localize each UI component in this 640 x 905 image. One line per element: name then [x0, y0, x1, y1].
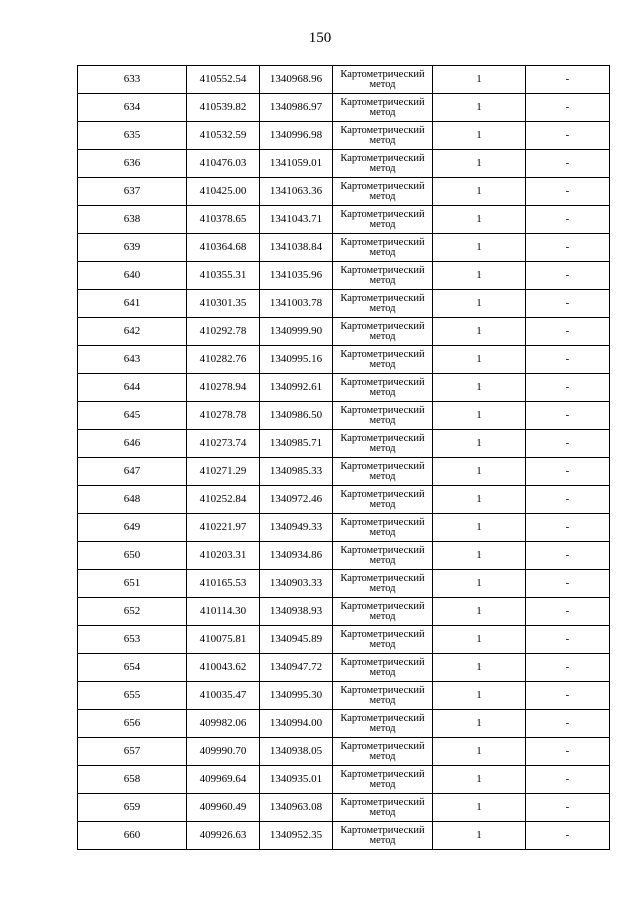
coordinates-table [77, 65, 610, 850]
note-cell: - [526, 794, 610, 822]
x-coordinate-cell: 410273.74 [187, 430, 260, 458]
table-row [78, 626, 610, 654]
y-coordinate-cell: 1340963.08 [260, 794, 333, 822]
x-coordinate-cell: 410221.97 [187, 514, 260, 542]
x-coordinate-cell: 410301.35 [187, 290, 260, 318]
x-coordinate-cell: 410278.94 [187, 374, 260, 402]
accuracy-cell: 1 [433, 766, 526, 794]
method-cell: Картометрический метод [333, 94, 433, 122]
table-row [78, 570, 610, 598]
accuracy-cell: 1 [433, 122, 526, 150]
table-row [78, 66, 610, 94]
point-number-cell: 643 [78, 346, 187, 374]
method-cell: Картометрический метод [333, 682, 433, 710]
method-cell: Картометрический метод [333, 122, 433, 150]
point-number-cell: 638 [78, 206, 187, 234]
x-coordinate-cell: 409969.64 [187, 766, 260, 794]
y-coordinate-cell: 1341035.96 [260, 262, 333, 290]
point-number-cell: 640 [78, 262, 187, 290]
method-cell: Картометрический метод [333, 430, 433, 458]
x-coordinate-cell: 410165.53 [187, 570, 260, 598]
y-coordinate-cell: 1340947.72 [260, 654, 333, 682]
point-number-cell: 649 [78, 514, 187, 542]
method-cell: Картометрический метод [333, 206, 433, 234]
accuracy-cell: 1 [433, 66, 526, 94]
table-row [78, 542, 610, 570]
point-number-cell: 637 [78, 178, 187, 206]
accuracy-cell: 1 [433, 822, 526, 850]
table-row [78, 262, 610, 290]
table-row [78, 178, 610, 206]
table-row [78, 654, 610, 682]
note-cell: - [526, 738, 610, 766]
x-coordinate-cell: 410075.81 [187, 626, 260, 654]
method-cell: Картометрический метод [333, 570, 433, 598]
note-cell: - [526, 766, 610, 794]
point-number-cell: 651 [78, 570, 187, 598]
point-number-cell: 653 [78, 626, 187, 654]
accuracy-cell: 1 [433, 710, 526, 738]
x-coordinate-cell: 410476.03 [187, 150, 260, 178]
table-row [78, 794, 610, 822]
table-row [78, 514, 610, 542]
y-coordinate-cell: 1340938.05 [260, 738, 333, 766]
note-cell: - [526, 234, 610, 262]
method-cell: Картометрический метод [333, 234, 433, 262]
accuracy-cell: 1 [433, 206, 526, 234]
method-cell: Картометрический метод [333, 542, 433, 570]
y-coordinate-cell: 1340903.33 [260, 570, 333, 598]
accuracy-cell: 1 [433, 318, 526, 346]
table-row [78, 486, 610, 514]
table-row [78, 346, 610, 374]
note-cell: - [526, 570, 610, 598]
x-coordinate-cell: 409990.70 [187, 738, 260, 766]
accuracy-cell: 1 [433, 738, 526, 766]
note-cell: - [526, 206, 610, 234]
note-cell: - [526, 486, 610, 514]
method-cell: Картометрический метод [333, 290, 433, 318]
note-cell: - [526, 122, 610, 150]
accuracy-cell: 1 [433, 514, 526, 542]
accuracy-cell: 1 [433, 94, 526, 122]
y-coordinate-cell: 1340996.98 [260, 122, 333, 150]
method-cell: Картометрический метод [333, 262, 433, 290]
x-coordinate-cell: 409982.06 [187, 710, 260, 738]
table-row [78, 822, 610, 850]
point-number-cell: 633 [78, 66, 187, 94]
table-row [78, 94, 610, 122]
table-row [78, 710, 610, 738]
y-coordinate-cell: 1340992.61 [260, 374, 333, 402]
method-cell: Картометрический метод [333, 486, 433, 514]
table-row [78, 206, 610, 234]
method-cell: Картометрический метод [333, 738, 433, 766]
method-cell: Картометрический метод [333, 150, 433, 178]
point-number-cell: 644 [78, 374, 187, 402]
point-number-cell: 639 [78, 234, 187, 262]
point-number-cell: 635 [78, 122, 187, 150]
x-coordinate-cell: 410114.30 [187, 598, 260, 626]
y-coordinate-cell: 1340934.86 [260, 542, 333, 570]
y-coordinate-cell: 1340935.01 [260, 766, 333, 794]
point-number-cell: 658 [78, 766, 187, 794]
x-coordinate-cell: 410043.62 [187, 654, 260, 682]
y-coordinate-cell: 1341059.01 [260, 150, 333, 178]
y-coordinate-cell: 1341043.71 [260, 206, 333, 234]
x-coordinate-cell: 409926.63 [187, 822, 260, 850]
note-cell: - [526, 514, 610, 542]
x-coordinate-cell: 410364.68 [187, 234, 260, 262]
method-cell: Картометрический метод [333, 318, 433, 346]
note-cell: - [526, 710, 610, 738]
note-cell: - [526, 430, 610, 458]
x-coordinate-cell: 410378.65 [187, 206, 260, 234]
note-cell: - [526, 262, 610, 290]
x-coordinate-cell: 410282.76 [187, 346, 260, 374]
accuracy-cell: 1 [433, 682, 526, 710]
method-cell: Картометрический метод [333, 178, 433, 206]
y-coordinate-cell: 1340985.71 [260, 430, 333, 458]
accuracy-cell: 1 [433, 542, 526, 570]
method-cell: Картометрический метод [333, 822, 433, 850]
table-row [78, 430, 610, 458]
note-cell: - [526, 346, 610, 374]
point-number-cell: 646 [78, 430, 187, 458]
method-cell: Картометрический метод [333, 598, 433, 626]
y-coordinate-cell: 1340949.33 [260, 514, 333, 542]
method-cell: Картометрический метод [333, 402, 433, 430]
y-coordinate-cell: 1340945.89 [260, 626, 333, 654]
x-coordinate-cell: 410035.47 [187, 682, 260, 710]
method-cell: Картометрический метод [333, 458, 433, 486]
point-number-cell: 634 [78, 94, 187, 122]
accuracy-cell: 1 [433, 598, 526, 626]
accuracy-cell: 1 [433, 430, 526, 458]
method-cell: Картометрический метод [333, 626, 433, 654]
accuracy-cell: 1 [433, 458, 526, 486]
note-cell: - [526, 458, 610, 486]
table-body [78, 66, 610, 850]
accuracy-cell: 1 [433, 402, 526, 430]
point-number-cell: 641 [78, 290, 187, 318]
y-coordinate-cell: 1340995.16 [260, 346, 333, 374]
note-cell: - [526, 374, 610, 402]
accuracy-cell: 1 [433, 794, 526, 822]
y-coordinate-cell: 1340986.97 [260, 94, 333, 122]
y-coordinate-cell: 1340995.30 [260, 682, 333, 710]
table-row [78, 458, 610, 486]
accuracy-cell: 1 [433, 570, 526, 598]
y-coordinate-cell: 1340968.96 [260, 66, 333, 94]
accuracy-cell: 1 [433, 290, 526, 318]
accuracy-cell: 1 [433, 374, 526, 402]
method-cell: Картометрический метод [333, 514, 433, 542]
table-row [78, 122, 610, 150]
y-coordinate-cell: 1340952.35 [260, 822, 333, 850]
accuracy-cell: 1 [433, 178, 526, 206]
point-number-cell: 654 [78, 654, 187, 682]
note-cell: - [526, 66, 610, 94]
method-cell: Картометрический метод [333, 374, 433, 402]
point-number-cell: 645 [78, 402, 187, 430]
point-number-cell: 657 [78, 738, 187, 766]
note-cell: - [526, 94, 610, 122]
note-cell: - [526, 178, 610, 206]
point-number-cell: 659 [78, 794, 187, 822]
note-cell: - [526, 598, 610, 626]
note-cell: - [526, 654, 610, 682]
point-number-cell: 642 [78, 318, 187, 346]
note-cell: - [526, 318, 610, 346]
x-coordinate-cell: 410552.54 [187, 66, 260, 94]
page-number: 150 [308, 30, 332, 46]
x-coordinate-cell: 410355.31 [187, 262, 260, 290]
point-number-cell: 652 [78, 598, 187, 626]
table-row [78, 402, 610, 430]
method-cell: Картометрический метод [333, 710, 433, 738]
point-number-cell: 648 [78, 486, 187, 514]
accuracy-cell: 1 [433, 346, 526, 374]
table-row [78, 318, 610, 346]
x-coordinate-cell: 410278.78 [187, 402, 260, 430]
y-coordinate-cell: 1341038.84 [260, 234, 333, 262]
method-cell: Картометрический метод [333, 346, 433, 374]
note-cell: - [526, 150, 610, 178]
x-coordinate-cell: 410292.78 [187, 318, 260, 346]
method-cell: Картометрический метод [333, 766, 433, 794]
x-coordinate-cell: 409960.49 [187, 794, 260, 822]
accuracy-cell: 1 [433, 486, 526, 514]
accuracy-cell: 1 [433, 262, 526, 290]
note-cell: - [526, 290, 610, 318]
y-coordinate-cell: 1340986.50 [260, 402, 333, 430]
y-coordinate-cell: 1340994.00 [260, 710, 333, 738]
point-number-cell: 650 [78, 542, 187, 570]
table-row [78, 290, 610, 318]
point-number-cell: 655 [78, 682, 187, 710]
note-cell: - [526, 822, 610, 850]
accuracy-cell: 1 [433, 654, 526, 682]
point-number-cell: 636 [78, 150, 187, 178]
x-coordinate-cell: 410252.84 [187, 486, 260, 514]
x-coordinate-cell: 410532.59 [187, 122, 260, 150]
y-coordinate-cell: 1340999.90 [260, 318, 333, 346]
table-row [78, 766, 610, 794]
table-row [78, 738, 610, 766]
point-number-cell: 660 [78, 822, 187, 850]
method-cell: Картометрический метод [333, 66, 433, 94]
y-coordinate-cell: 1341063.36 [260, 178, 333, 206]
note-cell: - [526, 682, 610, 710]
method-cell: Картометрический метод [333, 654, 433, 682]
table-row [78, 150, 610, 178]
y-coordinate-cell: 1340985.33 [260, 458, 333, 486]
x-coordinate-cell: 410203.31 [187, 542, 260, 570]
table-row [78, 598, 610, 626]
accuracy-cell: 1 [433, 150, 526, 178]
table-row [78, 682, 610, 710]
table-row [78, 234, 610, 262]
x-coordinate-cell: 410425.00 [187, 178, 260, 206]
point-number-cell: 656 [78, 710, 187, 738]
x-coordinate-cell: 410539.82 [187, 94, 260, 122]
table-row [78, 374, 610, 402]
accuracy-cell: 1 [433, 234, 526, 262]
y-coordinate-cell: 1341003.78 [260, 290, 333, 318]
x-coordinate-cell: 410271.29 [187, 458, 260, 486]
note-cell: - [526, 402, 610, 430]
y-coordinate-cell: 1340972.46 [260, 486, 333, 514]
y-coordinate-cell: 1340938.93 [260, 598, 333, 626]
point-number-cell: 647 [78, 458, 187, 486]
accuracy-cell: 1 [433, 626, 526, 654]
note-cell: - [526, 626, 610, 654]
method-cell: Картометрический метод [333, 794, 433, 822]
note-cell: - [526, 542, 610, 570]
